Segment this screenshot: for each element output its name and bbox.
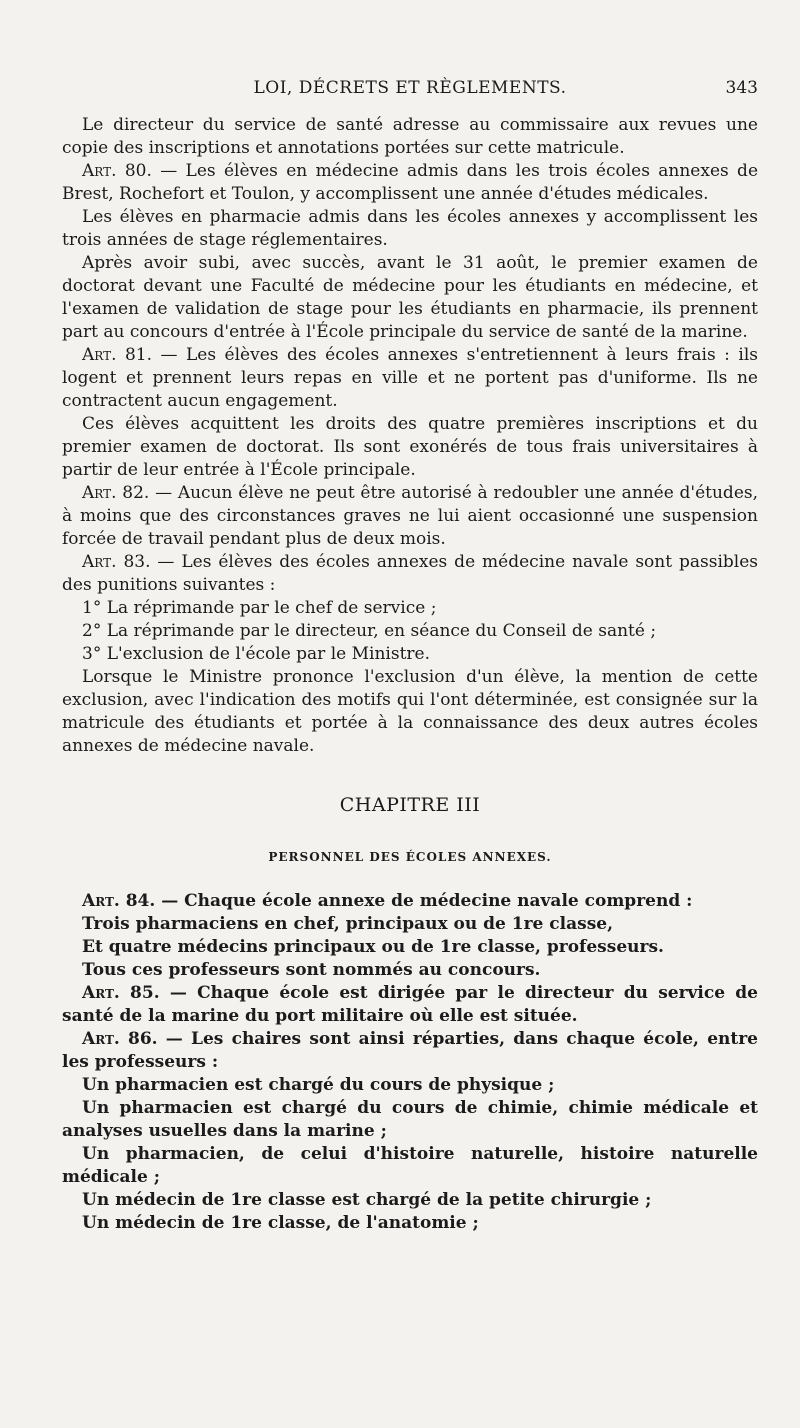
article-label: Art. 80. [82, 161, 152, 181]
article-text: — Chaque école est dirigée par le directeur du service de santé de la marine du port militaire où elle est située. [62, 983, 758, 1026]
article-paragraph [62, 482, 758, 551]
chapter-subtitle: PERSONNEL DES ÉCOLES ANNEXES. [268, 850, 552, 864]
article-text: — Les chaires sont ainsi réparties, dans chaque école, entre les professeurs : [62, 1029, 758, 1072]
paragraph: 3° L'exclusion de l'école par le Ministre. [82, 644, 430, 664]
page-number: 343 [725, 78, 758, 98]
paragraph: Trois pharmaciens en chef, principaux ou de 1re classe, [82, 914, 613, 934]
paragraph: Un pharmacien est chargé du cours de chimie, chimie médicale et analyses usuelles dans la marine ; [62, 1098, 758, 1141]
article-label: Art. 86. [82, 1029, 158, 1049]
paragraph: Un pharmacien est chargé du cours de physique ; [82, 1075, 555, 1095]
article-paragraph [62, 890, 758, 913]
paragraph: Un médecin de 1re classe est chargé de la petite chirurgie ; [82, 1190, 652, 1210]
paragraph: Le directeur du service de santé adresse au commissaire aux revues une copie des inscriptions et annotations portées sur cette matricule. [62, 115, 758, 158]
paragraph: Ces élèves acquittent les droits des quatre premières inscriptions et du premier examen de doctorat. Ils sont exonérés de tous frais universitaires à partir de leur entrée à l'École principale. [62, 414, 758, 480]
paragraph: 2° La réprimande par le directeur, en séance du Conseil de santé ; [82, 621, 657, 641]
paragraph: Les élèves en pharmacie admis dans les écoles annexes y accomplissent les trois années de stage réglementaires. [62, 207, 758, 250]
article-label: Art. 83. [82, 552, 151, 572]
chapter-title: CHAPITRE III [339, 794, 481, 816]
document-page [62, 78, 758, 1235]
body-section-1 [62, 114, 758, 758]
page-header [62, 78, 758, 106]
paragraph: Tous ces professeurs sont nommés au concours. [82, 960, 541, 980]
article-text: — Les élèves des écoles annexes de médecine navale sont passibles des punitions suivantes : [62, 552, 759, 595]
paragraph: Un pharmacien, de celui d'histoire naturelle, histoire naturelle médicale ; [62, 1144, 758, 1187]
article-paragraph [62, 1028, 758, 1074]
article-text: — Les élèves des écoles annexes s'entretiennent à leurs frais : ils logent et prennent leurs repas en ville et ne portent pas d'uniforme. Ils ne contractent aucun engagement. [62, 345, 758, 411]
article-text: — Chaque école annexe de médecine navale comprend : [155, 891, 693, 911]
article-paragraph [62, 160, 758, 206]
paragraph: 1° La réprimande par le chef de service ; [82, 598, 437, 618]
article-label: Art. 85. [82, 983, 160, 1003]
article-label: Art. 84. [82, 891, 156, 911]
body-section-2 [62, 890, 758, 1235]
article-paragraph [62, 344, 758, 413]
paragraph: Après avoir subi, avec succès, avant le 31 août, le premier examen de doctorat devant une Faculté de médecine pour les étudiants en médecine, et l'examen de validation de stage pour les étudiants en pharmacie, ils prennent part au concours d'entrée à l'École principale du service de santé de la marine. [62, 253, 758, 342]
article-paragraph [62, 982, 758, 1028]
paragraph: Et quatre médecins principaux ou de 1re classe, professeurs. [82, 937, 664, 957]
running-title: LOI, DÉCRETS ET RÈGLEMENTS. [253, 78, 567, 98]
paragraph: Un médecin de 1re classe, de l'anatomie ; [82, 1213, 479, 1233]
paragraph: Lorsque le Ministre prononce l'exclusion d'un élève, la mention de cette exclusion, avec l'indication des motifs qui l'ont déterminée, est consignée sur la matricule des étudiants et portée à la connaissance des deux autres écoles annexes de médecine navale. [62, 667, 758, 756]
article-label: Art. 82. [82, 483, 150, 503]
article-paragraph [62, 551, 758, 597]
article-text: — Aucun élève ne peut être autorisé à redoubler une année d'études, à moins que des circonstances graves ne lui aient occasionné une suspension forcée de travail pendant plus de deux mois. [62, 483, 759, 549]
article-label: Art. 81. [82, 345, 153, 365]
article-text: — Les élèves en médecine admis dans les trois écoles annexes de Brest, Rochefort et Toulon, y accomplissent une année d'études médicales. [62, 161, 759, 204]
